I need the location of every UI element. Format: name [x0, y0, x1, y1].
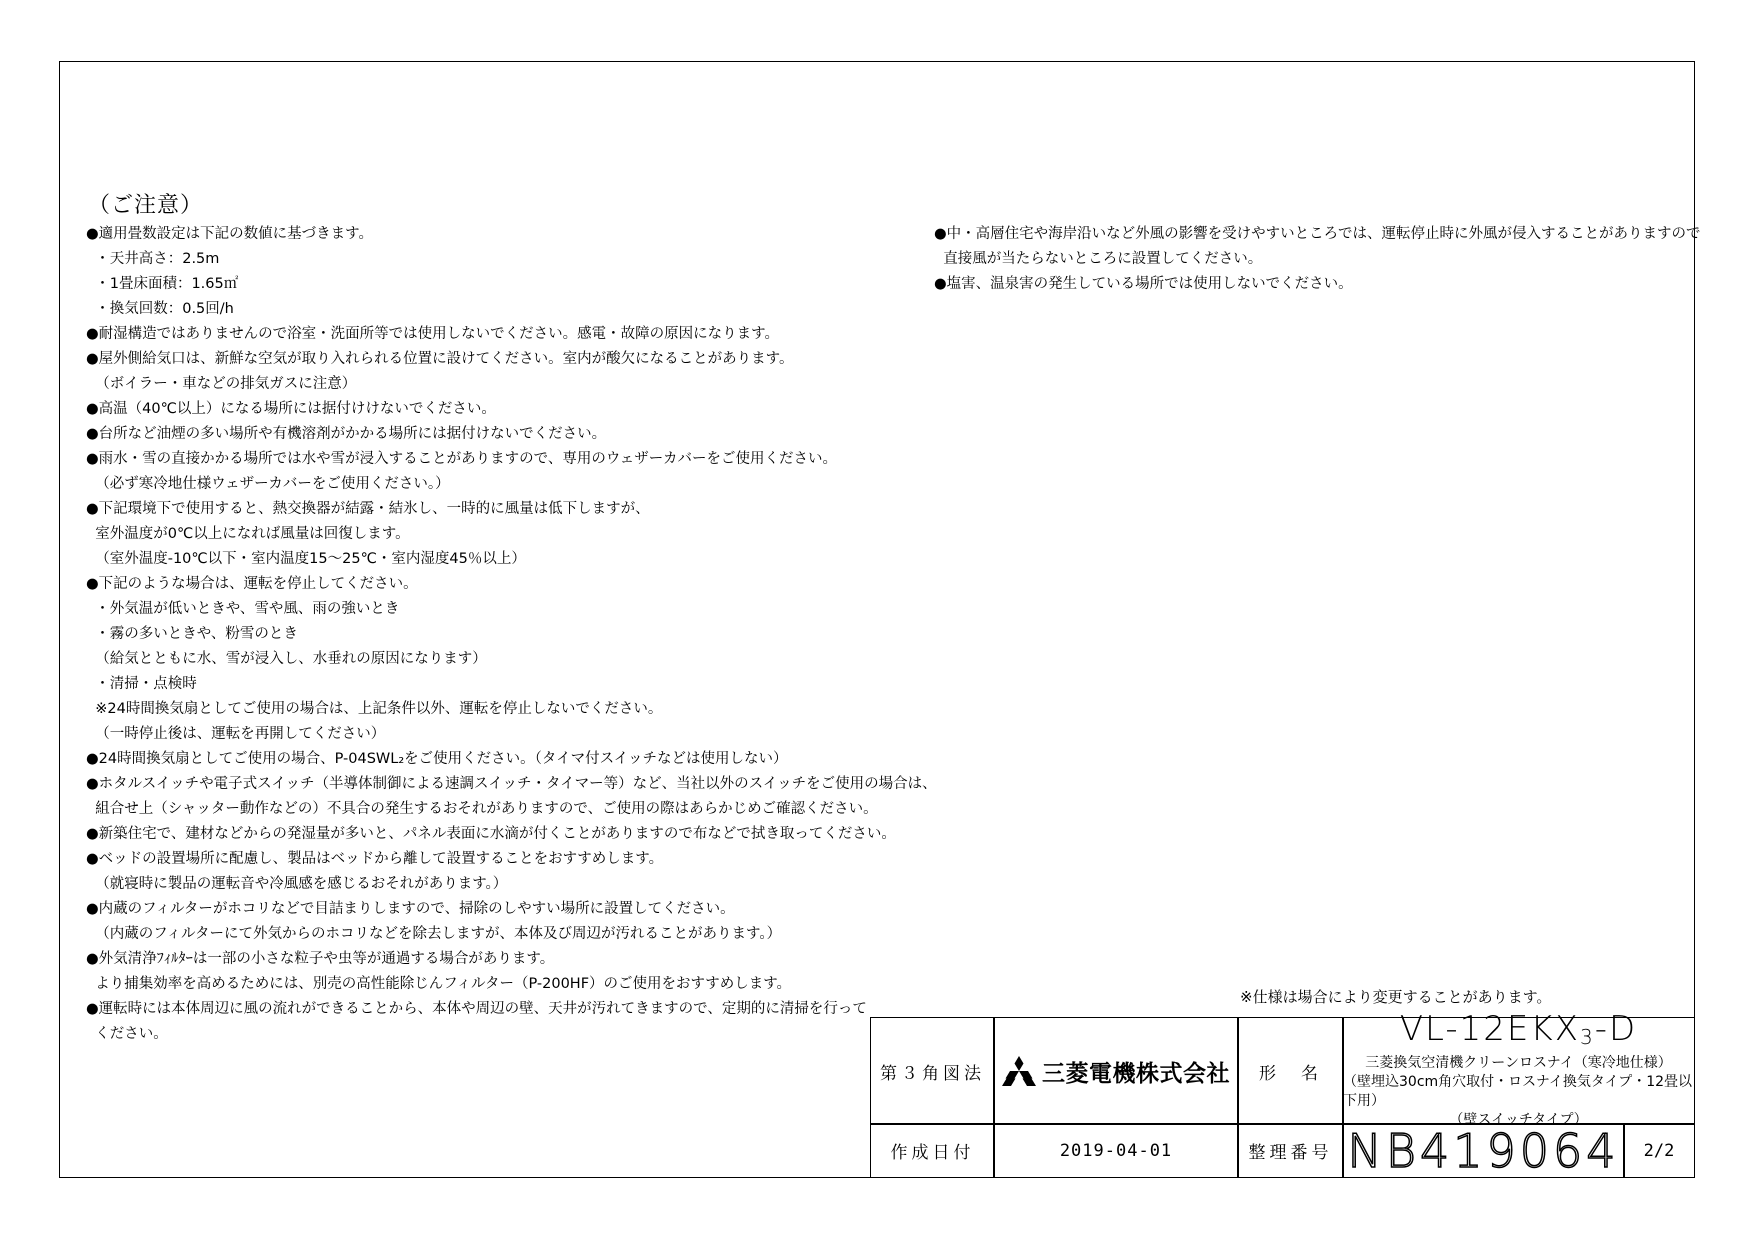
note-line: ●下記環境下で使用すると、熱交換器が結露・結氷し、一時的に風量は低下しますが、 — [86, 501, 650, 517]
note-line: ●ホタルスイッチや電子式スイッチ（半導体制御による速調スイッチ・タイマー等）など、当社以外のスイッチをご使用の場合は、 — [86, 776, 937, 792]
note-line: ・外気温が低いときや、雪や風、雨の強いとき — [86, 601, 400, 617]
note-line: ●中・高層住宅や海岸沿いなど外風の影響を受けやすいところでは、運転停止時に外風が侵入することがありますので — [934, 226, 1701, 242]
note-line: ●耐湿構造ではありませんので浴室・洗面所等では使用しないでください。感電・故障の原因になります。 — [86, 326, 779, 342]
registration-number: NB419064 — [1342, 1123, 1625, 1178]
note-line: ●24時間換気扇としてご使用の場合、P-04SWL₂をご使用ください。（タイマ付スイッチなどは使用しない） — [86, 751, 788, 767]
company-logo — [993, 1017, 1239, 1125]
title-block — [870, 1009, 1695, 1178]
model-cell — [1342, 1009, 1695, 1128]
model-number: $VL-12EKX_3-D$ — [1399, 1009, 1638, 1049]
note-line: 直接風が当たらないところに設置してください。 — [934, 251, 1263, 267]
note-line: （内蔵のフィルターにて外気からのホコリなどを除去しますが、本体及び周辺が汚れることがあります。） — [86, 926, 782, 942]
note-line: ・1畳床面積：1.65㎡ — [86, 276, 239, 292]
regno-label: 整理番号 — [1237, 1123, 1344, 1178]
note-line: ※24時間換気扇としてご使用の場合は、上記条件以外、運転を停止しないでください。 — [86, 701, 663, 717]
note-line: ・換気回数：0.5回/h — [86, 301, 234, 317]
three-diamond-logo-icon — [1002, 1056, 1036, 1086]
note-line: ●外気清浄ﾌｨﾙﾀｰは一部の小さな粒子や虫等が通過する場合があります。 — [86, 951, 555, 967]
note-line: ●適用畳数設定は下記の数値に基づきます。 — [86, 226, 373, 242]
notes-right-column — [934, 222, 1701, 297]
notes-left-column — [86, 222, 937, 1047]
note-line: （室外温度-10℃以下・室内温度15～25℃・室内湿度45％以上） — [86, 551, 526, 567]
notes-title: （ご注意） — [88, 193, 204, 218]
note-line: ●内蔵のフィルターがホコリなどで目詰まりしますので、掃除のしやすい場所に設置してください。 — [86, 901, 735, 917]
note-line: ●下記のような場合は、運転を停止してください。 — [86, 576, 418, 592]
company-name: 三菱電機株式会社 — [1042, 1060, 1230, 1087]
note-line: ・清掃・点検時 — [86, 676, 197, 692]
note-line: ●塩害、温泉害の発生している場所では使用しないでください。 — [934, 276, 1353, 292]
note-line: ●雨水・雪の直接かかる場所では水や雪が浸入することがありますので、専用のウェザーカバーをご使用ください。 — [86, 451, 837, 467]
note-line: ●新築住宅で、建材などからの発湿量が多いと、パネル表面に水滴が付くことがありますので布などで拭き取ってください。 — [86, 826, 896, 842]
creation-date: 2019-04-01 — [993, 1123, 1239, 1178]
page-number: 2/2 — [1623, 1123, 1695, 1178]
model-description-3: （壁スイッチタイプ） — [1449, 1112, 1588, 1128]
projection-label: 第３角図法 — [870, 1017, 995, 1125]
note-line: 室外温度が0℃以上になれば風量は回復します。 — [86, 526, 410, 542]
note-line: 組合せ上（シャッター動作などの）不具合の発生するおそれがありますので、ご使用の際はあらかじめご確認ください。 — [86, 801, 878, 817]
note-line: （給気とともに水、雪が浸入し、水垂れの原因になります） — [86, 651, 487, 667]
date-label: 作成日付 — [870, 1123, 995, 1178]
note-line: ●台所など油煙の多い場所や有機溶剤がかかる場所には据付けないでください。 — [86, 426, 607, 442]
spec-change-note: ※仕様は場合により変更することがあります。 — [1240, 988, 1552, 1006]
model-description-2: （壁埋込30cm角穴取付・ロスナイ換気タイプ・12畳以下用） — [1343, 1074, 1693, 1109]
note-line: （必ず寒冷地仕様ウェザーカバーをご使用ください。） — [86, 476, 450, 492]
note-line: ●運転時には本体周辺に風の流れができることから、本体や周辺の壁、天井が汚れてきますので、定期的に清掃を行って — [86, 1001, 867, 1017]
model-label: 形 名 — [1237, 1017, 1344, 1125]
note-line: （就寝時に製品の運転音や冷風感を感じるおそれがあります。） — [86, 876, 508, 892]
note-line: （一時停止後は、運転を再開してください） — [86, 726, 386, 742]
note-line: ・霧の多いときや、粉雪のとき — [86, 626, 298, 642]
note-line: ●ベッドの設置場所に配慮し、製品はベッドから離して設置することをおすすめします。 — [86, 851, 664, 867]
note-line: ください。 — [86, 1026, 168, 1042]
note-line: より捕集効率を高めるためには、別売の高性能除じんフィルター（P-200HF）のご使用をおすすめします。 — [86, 976, 792, 992]
note-line: （ボイラー・車などの排気ガスに注意） — [86, 376, 357, 392]
note-line: ●屋外側給気口は、新鮮な空気が取り入れられる位置に設けてください。室内が酸欠になることがあります。 — [86, 351, 794, 367]
note-line: ●高温（40℃以上）になる場所には据付けけないでください。 — [86, 401, 496, 417]
model-description-1: 三菱換気空清機クリーンロスナイ（寒冷地仕様） — [1365, 1055, 1672, 1071]
note-line: ・天井高さ：2.5m — [86, 251, 220, 267]
